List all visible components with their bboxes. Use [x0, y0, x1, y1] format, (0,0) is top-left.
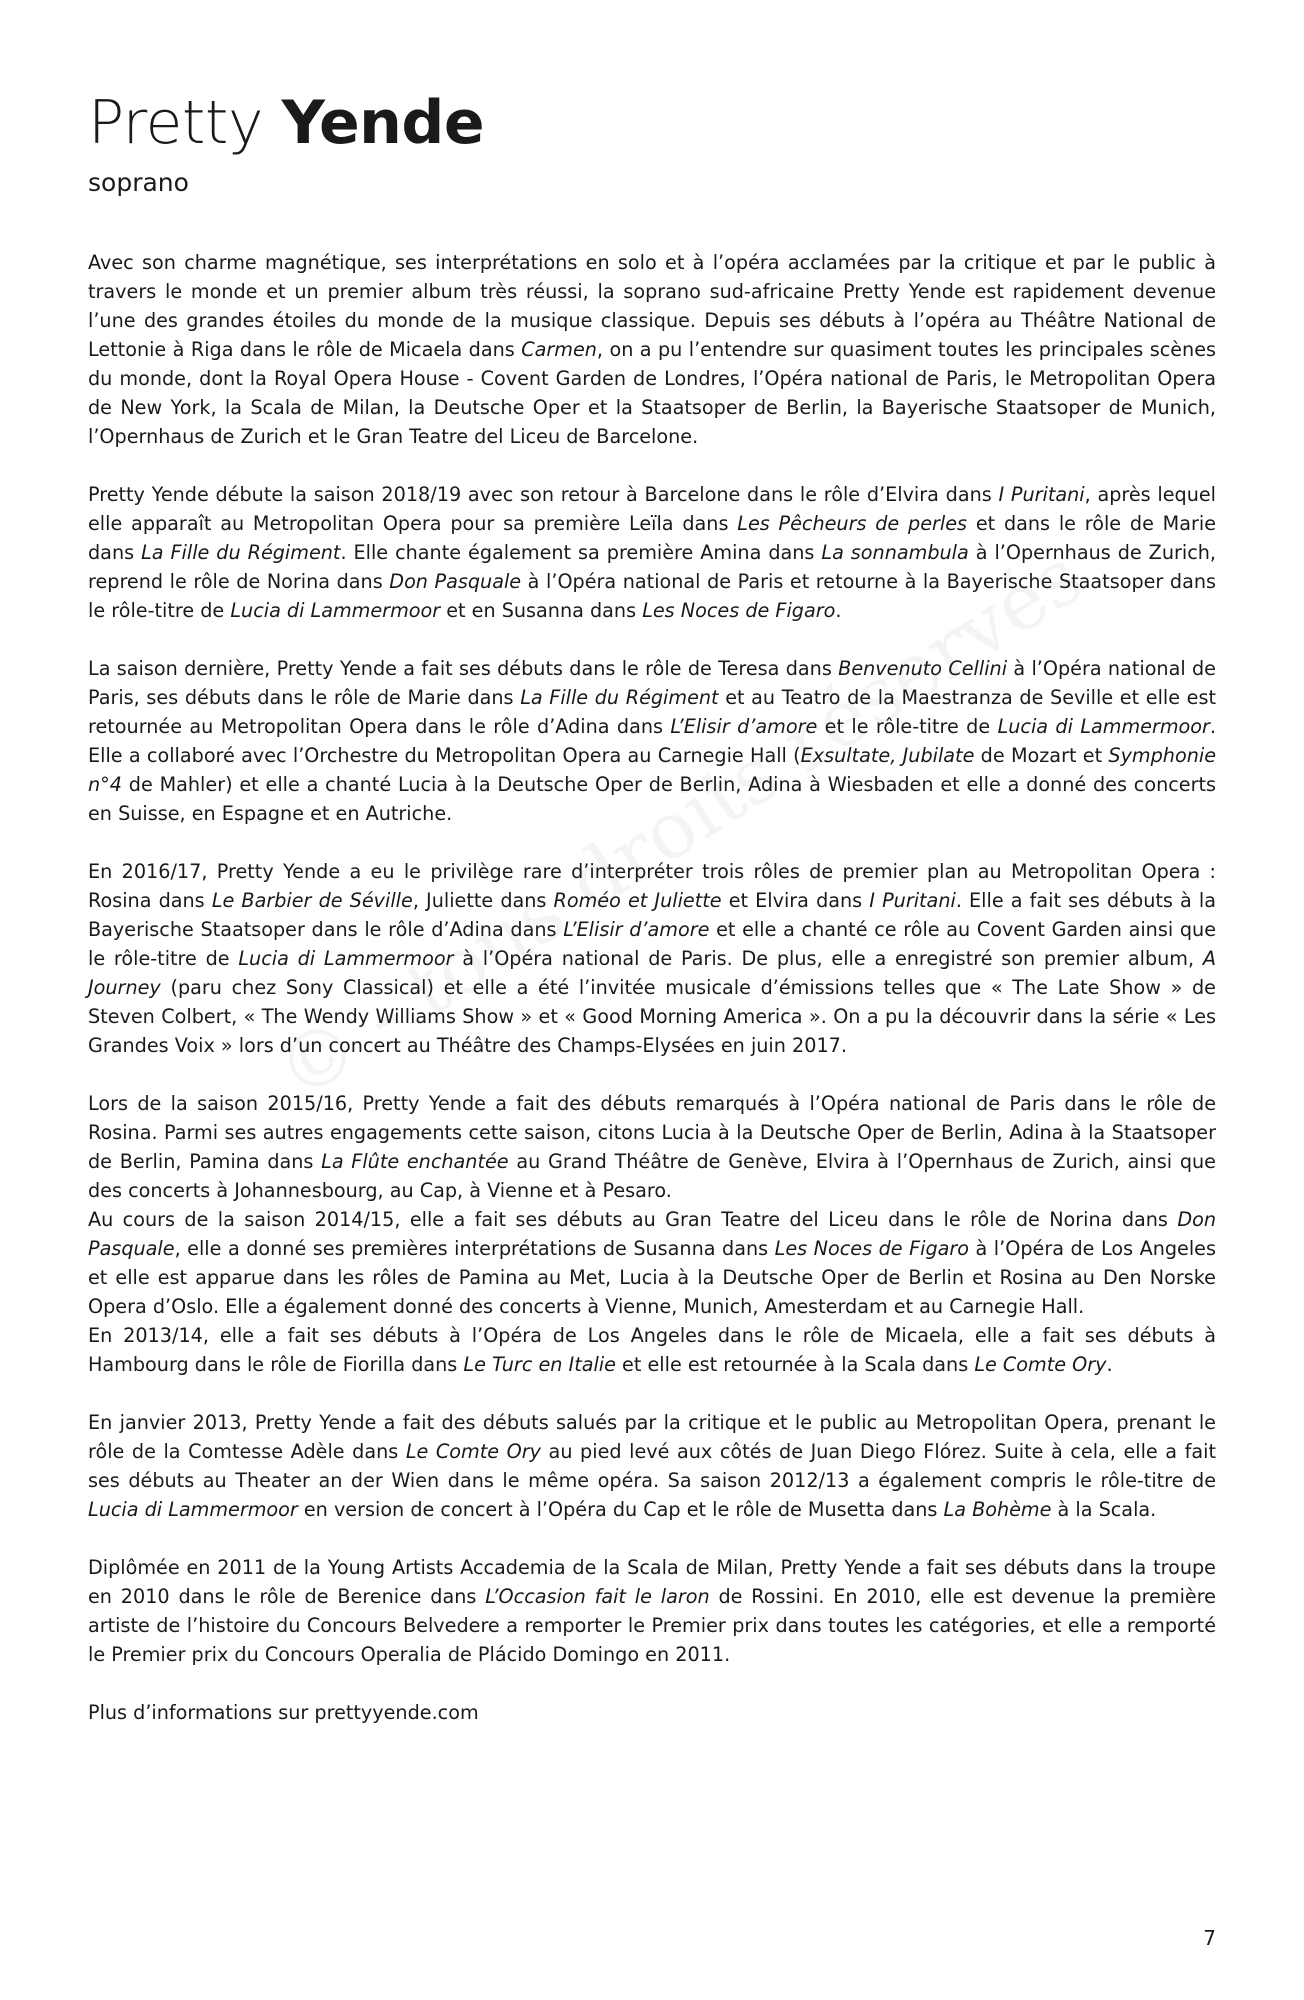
text-run: En janvier 2013, Pretty Yende a fait des débuts salués par la critique et le public au Metropolitan Opera, prenant le rôle de la Comtesse Adèle dans	[88, 1411, 1216, 1463]
artist-last-name: Yende	[281, 88, 485, 158]
artist-first-name: Pretty	[88, 88, 263, 158]
work-title: Roméo et Juliette	[553, 889, 722, 912]
work-title: Lucia di Lammermoor	[238, 947, 454, 970]
text-run: et au Teatro de la Maestranza de Seville et elle est retournée au Metropolitan Opera dans le rôle d’Adina dans	[88, 686, 1216, 738]
bio-paragraph	[88, 1553, 1216, 1669]
text-run: au Grand Théâtre de Genève, Elvira à l’Opernhaus de Zurich, ainsi que des concerts à Johannesbourg, au Cap, à Vienne et à Pesaro.	[88, 1150, 1216, 1202]
text-run: Au cours de la saison 2014/15, elle a fait ses débuts au Gran Teatre del Liceu dans le rôle de Norina dans	[88, 1208, 1178, 1231]
text-run: et en Susanna dans	[440, 599, 643, 622]
page-content	[88, 88, 1216, 1756]
bio-paragraph	[88, 1321, 1216, 1379]
bio-paragraph	[88, 857, 1216, 1060]
text-run: à l’Opéra national de Paris. De plus, elle a enregistré son premier album,	[453, 947, 1203, 970]
text-run: Pretty Yende débute la saison 2018/19 avec son retour à Barcelone dans le rôle d’Elvira dans	[88, 483, 999, 506]
page-number: 7	[1203, 1926, 1216, 1950]
work-title: Lucia di Lammermoor	[88, 1498, 298, 1521]
text-run: , Juliette dans	[412, 889, 554, 912]
text-run: (paru chez Sony Classical) et elle a été l’invitée musicale d’émissions telles que « The Late Show » de Steven Colbert, « The Wendy Williams Show » et « Good Morning America ». On a pu la découvrir dans la série « Les Grandes Voix » lors d’un concert au Théâtre des Champs-Elysées en juin 2017.	[88, 976, 1216, 1057]
work-title: La sonnambula	[821, 541, 969, 564]
bio-paragraph	[88, 654, 1216, 828]
text-run: à la Scala.	[1051, 1498, 1157, 1521]
work-title: Les Noces de Figaro	[642, 599, 836, 622]
website-link[interactable]: prettyyende.com	[314, 1701, 479, 1724]
work-title: Le Turc en Italie	[463, 1353, 616, 1376]
work-title: Les Pêcheurs de perles	[737, 512, 968, 535]
text-run: et Elvira dans	[721, 889, 870, 912]
work-title: Exsultate, Jubilate	[800, 744, 975, 767]
work-title: Les Noces de Figaro	[774, 1237, 970, 1260]
text-run: Avec son charme magnétique, ses interprétations en solo et à l’opéra acclamées par la critique et par le public à travers le monde et un premier album très réussi, la soprano sud-africaine Pretty Yende est rapidement devenue l’une des grandes étoiles du monde de la musique classique. Depuis ses débuts à l’opéra au Théâtre National de Lettonie à Riga dans le rôle de Micaela dans	[88, 251, 1216, 361]
text-run: En 2016/17, Pretty Yende a eu le privilège rare d’interpréter trois rôles de premier plan au Metropolitan Opera : Rosina dans	[88, 860, 1216, 912]
work-title: Carmen	[521, 338, 597, 361]
work-title: La Fille du Régiment	[520, 686, 719, 709]
text-run: de Mozart et	[974, 744, 1109, 767]
text-run: de Rossini. En 2010, elle est devenue la première artiste de l’histoire du Concours Belvedere a remporter le Premier prix dans toutes les catégories, et elle a remporté le Premier prix du Concours Operalia de Plácido Domingo en 2011.	[88, 1585, 1216, 1666]
work-title: L’Occasion fait le laron	[485, 1585, 710, 1608]
work-title: Le Barbier de Séville	[211, 889, 413, 912]
work-title: Le Comte Ory	[405, 1440, 541, 1463]
work-title: L’Elisir d’amore	[670, 715, 818, 738]
more-info	[88, 1698, 1216, 1727]
bio-paragraph	[88, 248, 1216, 451]
work-title: Lucia di Lammermoor	[230, 599, 441, 622]
text-run: . Elle a collaboré avec l’Orchestre du Metropolitan Opera au Carnegie Hall (	[88, 715, 1217, 767]
more-info-label: Plus d’informations sur	[88, 1701, 315, 1724]
text-run: , après lequel elle apparaît au Metropolitan Opera pour sa première Leïla dans	[88, 483, 1217, 535]
text-run: . Elle a fait ses débuts à la Bayerische Staatsoper dans le rôle d’Adina dans	[88, 889, 1216, 941]
work-title: Don Pasquale	[389, 570, 522, 593]
text-run: et dans le rôle de Marie dans	[88, 512, 1216, 564]
work-title: Le Comte Ory	[974, 1353, 1107, 1376]
text-run: .	[1106, 1353, 1113, 1376]
work-title: I Puritani	[869, 889, 956, 912]
text-run: La saison dernière, Pretty Yende a fait ses débuts dans le rôle de Teresa dans	[88, 657, 839, 680]
work-title: Benvenuto Cellini	[838, 657, 1008, 680]
text-run: et elle a chanté ce rôle au Covent Garden ainsi que le rôle-titre de	[88, 918, 1217, 970]
text-run: En 2013/14, elle a fait ses débuts à l’Opéra de Los Angeles dans le rôle de Micaela, elle a fait ses débuts à Hambourg dans le rôle de Fiorilla dans	[88, 1324, 1216, 1376]
work-title: A Journey	[88, 947, 1216, 999]
text-run: à l’Opéra de Los Angeles et elle est apparue dans les rôles de Pamina au Met, Lucia à la Deutsche Oper de Berlin et Rosina au Den Norske Opera d’Oslo. Elle a également donné des concerts à Vienne, Munich, Amesterdam et au Carnegie Hall.	[88, 1237, 1216, 1318]
text-run: , on a pu l’entendre sur quasiment toutes les principales scènes du monde, dont la Royal Opera House - Covent Garden de Londres, l’Opéra national de Paris, le Metropolitan Opera de New York, la Scala de Milan, la Deutsche Oper et la Staatsoper de Berlin, la Bayerische Staatsoper de Munich, l’Opernhaus de Zurich et le Gran Teatre del Liceu de Barcelone.	[88, 338, 1217, 448]
text-run: et le rôle-titre de	[817, 715, 998, 738]
work-title: Don Pasquale	[88, 1208, 1216, 1260]
text-run: en version de concert à l’Opéra du Cap et le rôle de Musetta dans	[297, 1498, 944, 1521]
bio-paragraph	[88, 1205, 1216, 1321]
text-run: , elle a donné ses premières interprétations de Susanna dans	[174, 1237, 775, 1260]
bio-paragraph	[88, 1089, 1216, 1205]
text-run: et elle est retournée à la Scala dans	[615, 1353, 975, 1376]
work-title: Lucia di Lammermoor	[997, 715, 1210, 738]
text-run: Diplômée en 2011 de la Young Artists Accademia de la Scala de Milan, Pretty Yende a fait ses débuts dans la troupe en 2010 dans le rôle de Berenice dans	[88, 1556, 1216, 1608]
text-run: . Elle chante également sa première Amina dans	[340, 541, 822, 564]
voice-type: soprano	[88, 168, 189, 197]
text-run: à l’Opernhaus de Zurich, reprend le rôle de Norina dans	[88, 541, 1217, 593]
work-title: La Bohème	[943, 1498, 1052, 1521]
text-run: Lors de la saison 2015/16, Pretty Yende a fait des débuts remarqués à l’Opéra national de Paris dans le rôle de Rosina. Parmi ses autres engagements cette saison, citons Lucia à la Deutsche Oper de Berlin, Adina à la Staatsoper de Berlin, Pamina dans	[88, 1092, 1216, 1173]
work-title: La Fille du Régiment	[141, 541, 341, 564]
work-title: Symphonie n°4	[88, 744, 1216, 796]
text-run: à l’Opéra national de Paris et retourne à la Bayerische Staatsoper dans le rôle-titre de	[88, 570, 1216, 622]
bio-paragraph	[88, 480, 1216, 625]
artist-name	[88, 88, 1216, 158]
work-title: I Puritani	[998, 483, 1085, 506]
work-title: L’Elisir d’amore	[563, 918, 710, 941]
bio-paragraph	[88, 1408, 1216, 1524]
biography	[88, 248, 1216, 1727]
text-run: .	[835, 599, 842, 622]
text-run: à l’Opéra national de Paris, ses débuts dans le rôle de Marie dans	[88, 657, 1216, 709]
text-run: de Mahler) et elle a chanté Lucia à la Deutsche Oper de Berlin, Adina à Wiesbaden et elle a donné des concerts en Suisse, en Espagne et en Autriche.	[88, 773, 1216, 825]
text-run: au pied levé aux côtés de Juan Diego Flórez. Suite à cela, elle a fait ses débuts au Theater an der Wien dans le même opéra. Sa saison 2012/13 a également compris le rôle-titre de	[88, 1440, 1216, 1492]
work-title: La Flûte enchantée	[321, 1150, 509, 1173]
